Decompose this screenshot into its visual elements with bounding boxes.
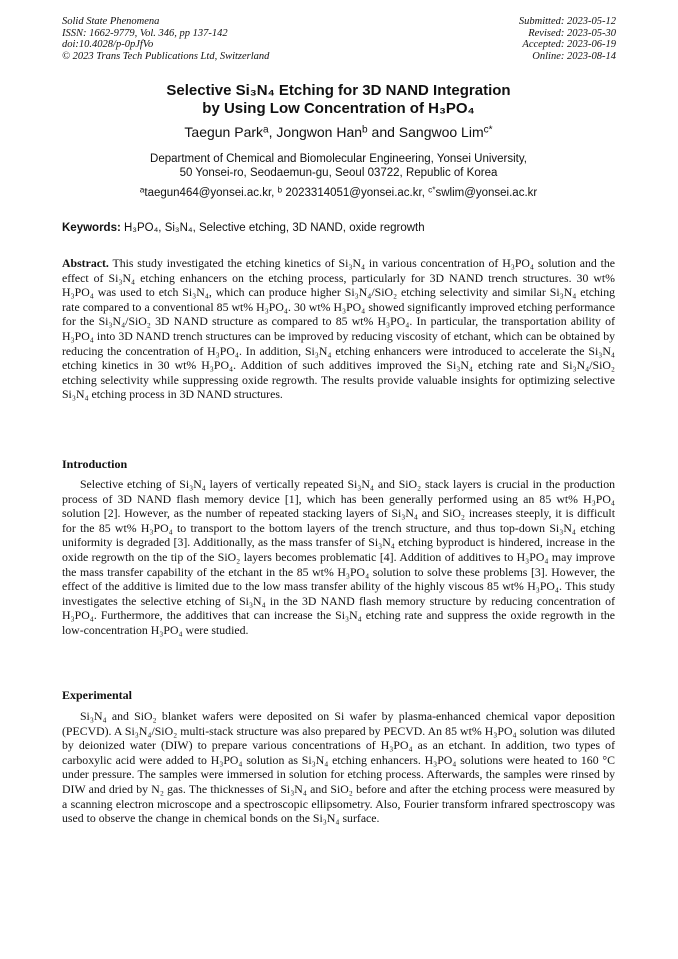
author-1-marker: a	[263, 124, 269, 136]
author-2: Jongwon Han	[276, 124, 363, 140]
journal-info	[62, 16, 269, 62]
introduction-text: Selective etching of Si₃N₄ layers of vertically repeated Si₃N₄ and SiO₂ stack layers is crucial in the production process of 3D NAND flash memory device [1], which has been generally performed using an 85 wt% H₃PO₄ solution [2]. However, as the number of repeated stacking layers of Si₃N₄ and SiO₂ increases steeply, it is difficult for the 85 wt% H₃PO₄ to transport to the bottom layers of the trench structure, and thus top-down Si₃N₄ etching uniformity is degraded [3]. Additionally, as the mass transfer of Si₃N₄ etching byproduct is hindered, increase in the oxide regrowth on the tip of the SiO₂ layers becomes problematic [4]. Addition of additives to H₃PO₄ may improve the mass transfer capability of the etchant in the 85 wt% H₃PO₄ solution to solve these problems [3]. However, the effect of the additive is limited due to the low mass transfer ability of the highly viscous 85 wt% H₃PO₄. This study investigates the selective etching of Si₃N₄ in the 3D NAND flash memory structure by reducing concentration of H₃PO₄. Furthermore, the additives that can increase the Si₃N₄ etching rate and suppress the oxide regrowth in the low-concentration H₃PO₄ were studied.	[62, 477, 615, 637]
affiliation	[62, 152, 615, 180]
journal-issn: ISSN: 1662-9779, Vol. 346, pp 137-142	[62, 27, 228, 39]
date-online: Online: 2023-08-14	[532, 50, 616, 62]
affiliation-line-2: 50 Yonsei-ro, Seodaemun-gu, Seoul 03722, Republic of Korea	[179, 167, 498, 179]
author-3-marker: c*	[483, 124, 493, 136]
author-2-marker: b	[362, 124, 368, 136]
paper-title	[62, 82, 615, 118]
date-submitted: Submitted: 2023-05-12	[518, 16, 616, 27]
title-line-1: Selective Si₃N₄ Etching for 3D NAND Integration	[166, 82, 511, 99]
abstract	[62, 256, 615, 402]
experimental-heading: Experimental	[62, 688, 132, 702]
affiliation-line-1: Department of Chemical and Biomolecular Engineering, Yonsei University,	[150, 153, 527, 165]
journal-copyright: © 2023 Trans Tech Publications Ltd, Switzerland	[62, 50, 270, 62]
email-1: taegun464@yonsei.ac.kr,	[144, 187, 278, 199]
author-1: Taegun Park	[184, 124, 264, 140]
introduction-heading: Introduction	[62, 457, 128, 471]
keywords-text: H₃PO₄, Si₃N₄, Selective etching, 3D NAND, oxide regrowth	[124, 222, 425, 234]
email-2: 2023314051@yonsei.ac.kr,	[282, 187, 429, 199]
author-separator: ,	[268, 124, 277, 140]
author-3: Sangwoo Lim	[398, 124, 484, 140]
keywords	[62, 221, 615, 235]
publication-dates	[519, 16, 616, 62]
date-accepted: Accepted: 2023-06-19	[522, 39, 616, 51]
abstract-label: Abstract.	[62, 256, 109, 270]
abstract-text: This study investigated the etching kinetics of Si₃N₄ in various concentration of H₃PO₄ solution and the effect of Si₃N₄ etching enhancers on the etching process, particularly for 3D NAND trench structures. 30 wt% H₃PO₄ was used to etch Si₃N₄, which can produce higher Si₃N₄/SiO₂ etching selectivity and similar Si₃N₄ etching rate compared to a conventional 85 wt% H₃PO₄. 30 wt% H₃PO₄ showed significantly improved etching performance for the Si₃N₄/SiO₂ 3D NAND structure as compared to 85 wt% H₃PO₄. In particular, the transportation ability of H₃PO₄ into 3D NAND trench structures can be improved by reducing viscosity of etchant, which can be obtained by reducing the concentration of H₃PO₄. In addition, Si₃N₄ etching enhancers were introduced to accelerate the Si₃N₄ etching kinetics in 30 wt% H₃PO₄. Addition of such additives improved the Si₃N₄ etching rate and Si₃N₄/SiO₂ etching selectivity while suppressing oxide regrowth. The results provide valuable insights for optimizing selective Si₃N₄ etching process in 3D NAND structures.	[62, 256, 615, 402]
email-3-marker: c*	[428, 185, 436, 195]
email-2-marker: b	[277, 185, 283, 195]
email-1-marker: a	[139, 185, 145, 195]
email-3: swlim@yonsei.ac.kr	[435, 187, 538, 199]
author-emails	[62, 186, 615, 200]
author-separator: and	[367, 124, 399, 140]
date-revised: Revised: 2023-05-30	[528, 27, 616, 39]
author-list	[62, 124, 615, 141]
keywords-label: Keywords:	[62, 222, 121, 234]
title-line-2: by Using Low Concentration of H₃PO₄	[202, 100, 475, 117]
experimental-text: Si₃N₄ and SiO₂ blanket wafers were deposited on Si wafer by plasma-enhanced chemical vapor deposition (PECVD). A Si₃N₄/SiO₂ multi-stack structure was also prepared by PECVD. An 85 wt% H₃PO₄ solution was diluted by deionized water (DIW) to prepare various concentrations of H₃PO₄ as an etchant. In addition, two types of carboxylic acid were added to H₃PO₄ solution as Si₃N₄ etching enhancers. H₃PO₄ solutions were heated to 160 °C under pressure. The samples were immersed in solution for etching process. Afterwards, the samples were rinsed by DIW and dried by N₂ gas. The thicknesses of Si₃N₄ and SiO₂ before and after the etching process were measured by a scanning electron microscope and a spectroscopic ellipsometry. Also, Fourier transform infrared spectroscopy was used to observe the change in chemical bonds on the Si₃N₄ surface.	[62, 709, 615, 826]
journal-doi: doi:10.4028/p-0pJfVo	[62, 39, 154, 51]
journal-name: Solid State Phenomena	[62, 16, 160, 27]
